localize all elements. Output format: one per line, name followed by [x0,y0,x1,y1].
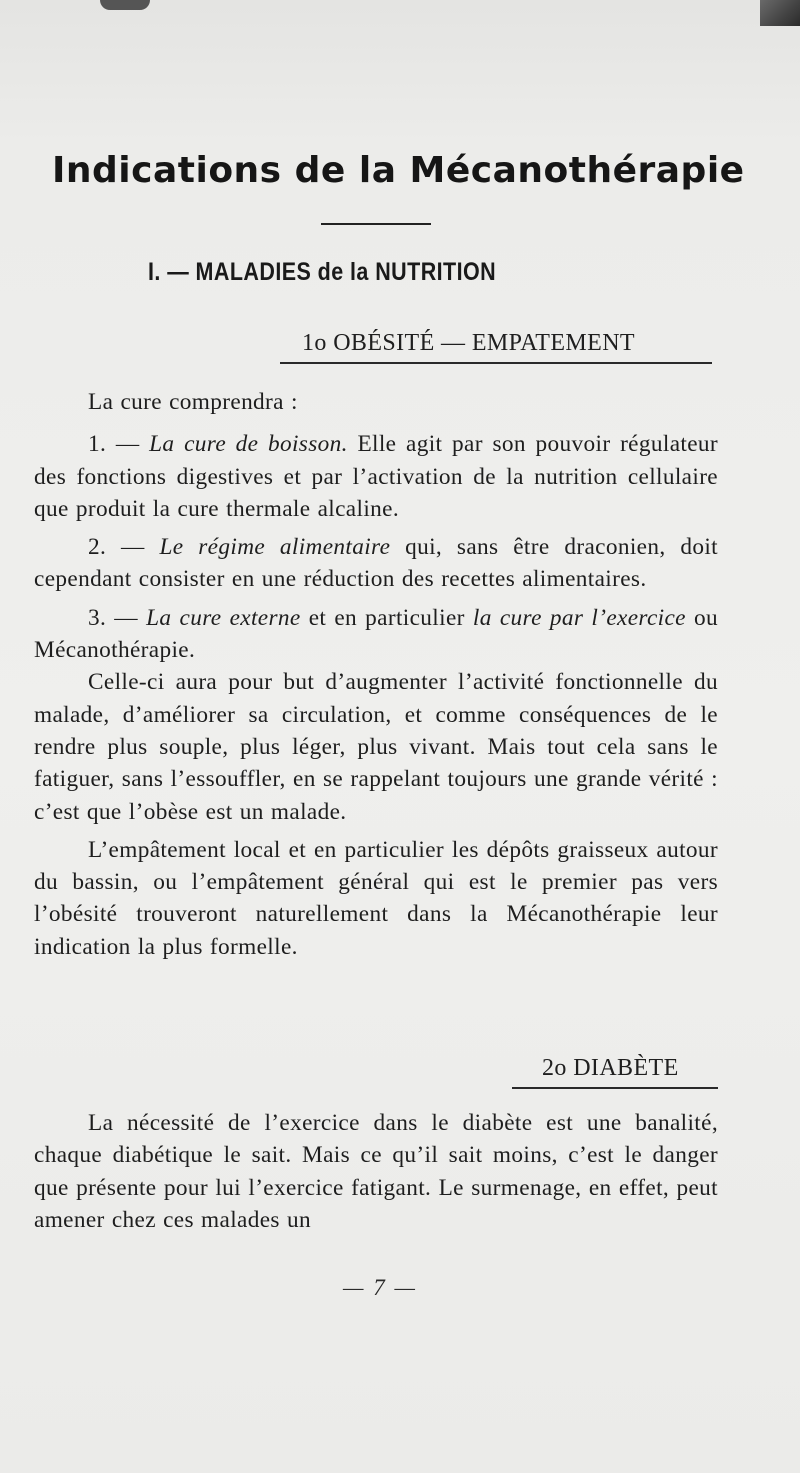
paragraph-intro: La cure comprendra : [88,389,298,415]
item-number: 1. — [88,431,150,458]
item-title: La cure de boisson. [149,431,348,458]
diabete-body [34,1107,718,1236]
subsection-heading-diabete: 2o DIABÈTE [512,1052,718,1089]
scan-edge-mark [760,0,800,26]
item-text: et en particulier [300,604,473,631]
paragraph-cure-externe [34,602,718,667]
scan-edge-mark [100,0,150,10]
paragraph-diabete: La nécessité de l’exercice dans le diabète est une banalité, chaque diabétique le sait. Mais ce qu’il sait moins, c’est le danger que présente pour lui l’exercice fatigant. Le surmenage, en effet, peut amener chez ces malades un [34,1110,718,1233]
item-text: qui, sans être draconien, doit cependant consister en une réduction des recettes alimentaires. [34,534,719,593]
item-number: 3. — [88,604,147,631]
section-heading: I. — MALADIES de la NUTRITION [148,258,497,286]
item-title: La cure externe [146,604,301,631]
item-number: 2. — [88,534,160,561]
paragraph-cure-boisson [34,428,718,525]
obesite-body [34,386,718,963]
paragraph-mecanotherapie: Celle-ci aura pour but d’augmenter l’activité fonctionnelle du malade, d’améliorer sa circulation, et comme conséquences de le rendre plus souple, plus léger, plus vivant. Mais tout cela sans le fatiguer, sans l’essouffler, en se rappelant toujours une grande vérité : c’est que l’obèse est un malade. [34,669,718,825]
item-title-2: la cure par l’exercice [472,604,686,631]
page-number: — 7 — [343,1275,417,1300]
title-rule [321,223,431,225]
paragraph-regime [34,531,718,596]
page-title: Indications de la Mécanothérapie [52,150,745,191]
item-title: Le régime alimentaire [159,534,391,561]
subsection-heading-obesite: 1o OBÉSITÉ — EMPATEMENT [280,327,712,364]
item-text: Elle agit par son pouvoir régulateur des fonctions digestives et par l’activation de la nutrition cellulaire que produit la cure thermale alcaline. [34,431,718,522]
item-text: ou Mécanothérapie. [34,604,718,664]
paragraph-empatement: L’empâtement local et en particulier les dépôts graisseux autour du bassin, ou l’empâtement général qui est le premier pas vers l’obésité trouveront naturellement dans la Mécanothérapie leur indication la plus formelle. [34,836,718,960]
